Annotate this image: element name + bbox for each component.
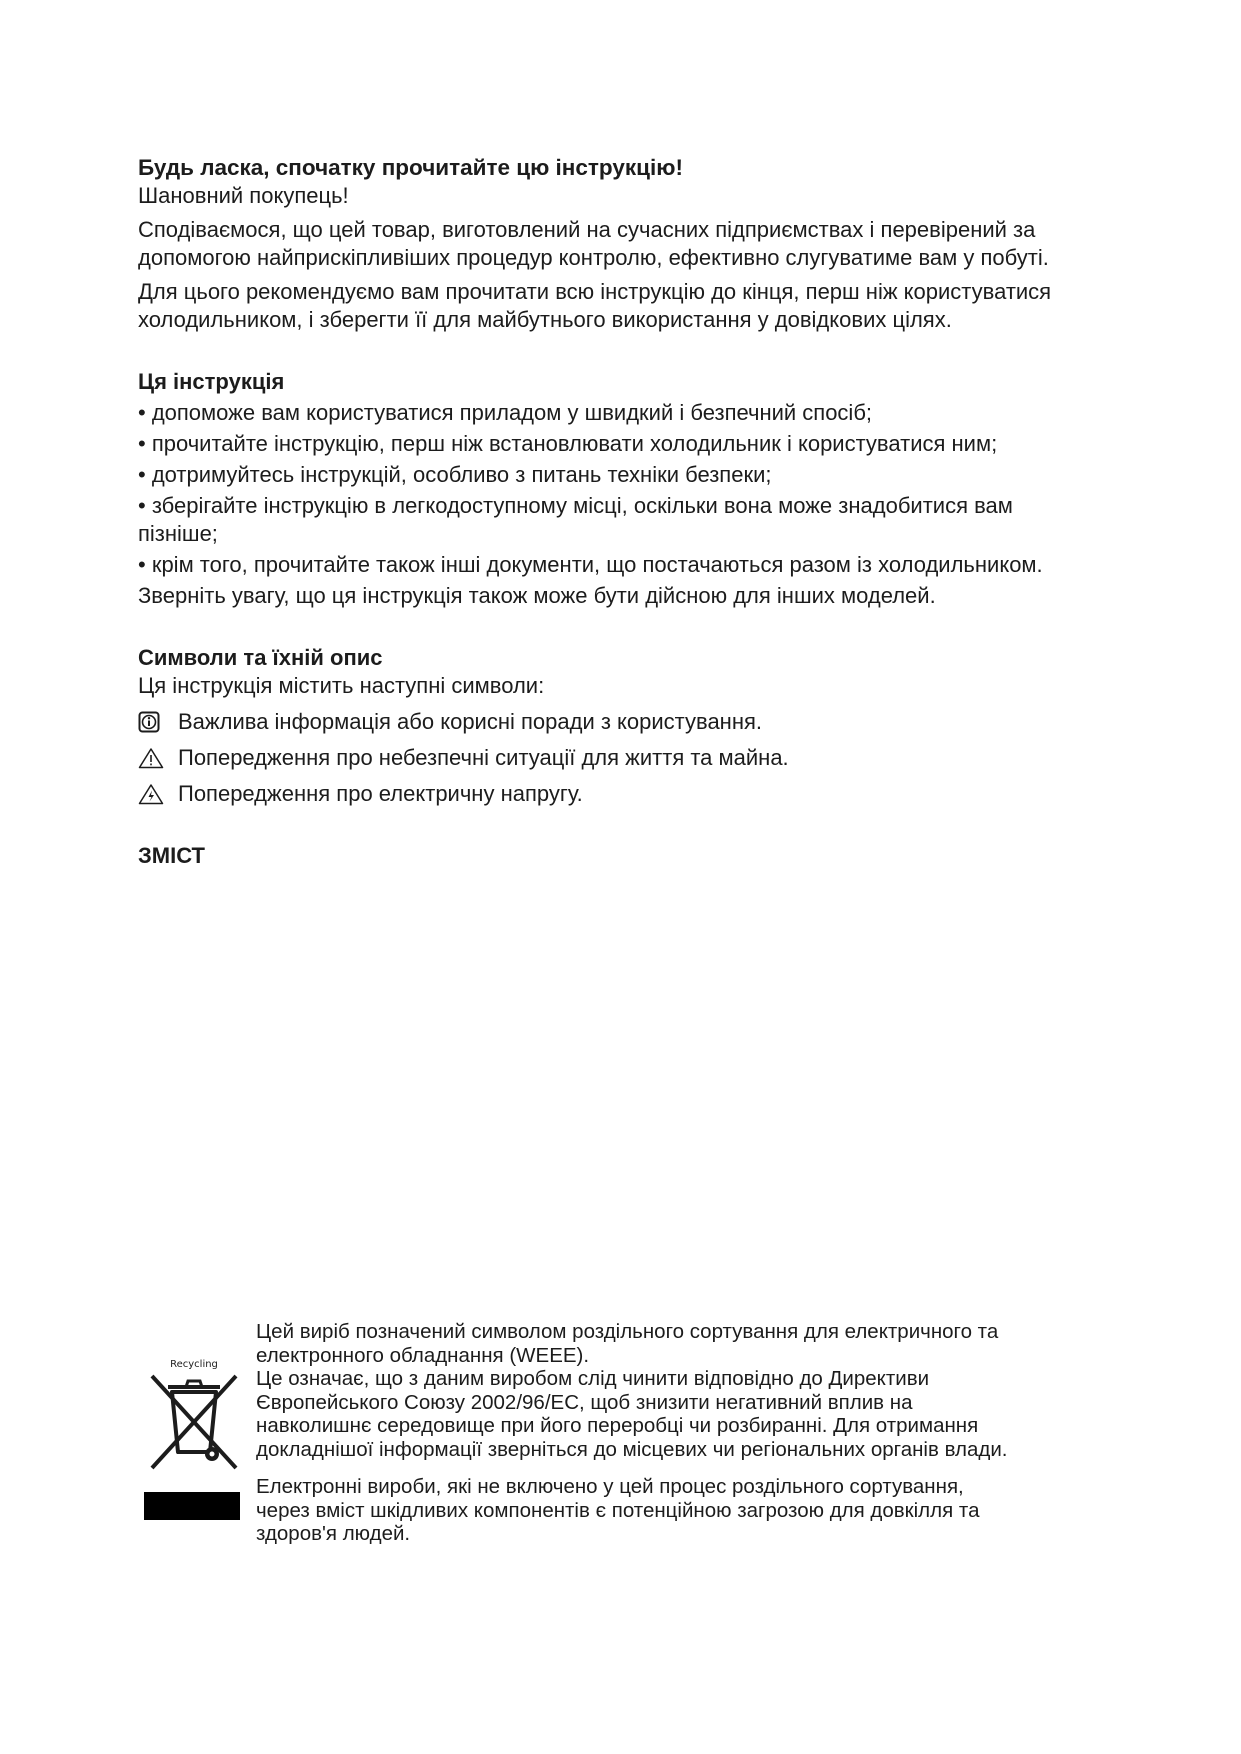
symbols-intro: Ця інструкція містить наступні символи: <box>138 673 545 698</box>
weee-black-bar <box>144 1492 240 1520</box>
instruction-item: • крім того, прочитайте також інші документи, що постачаються разом із холодильником. <box>138 552 1043 577</box>
recycling-bin-icon <box>144 1356 244 1481</box>
symbol-warning-text: Попередження про небезпечні ситуації для життя та майна. <box>178 745 789 770</box>
symbol-info-text: Важлива інформація або корисні поради з користування. <box>178 709 762 734</box>
weee-paragraph-2: Це означає, що з даним виробом слід чинити відповідно до Директиви Європейського Союзу 2002/96/ЕС, щоб знизити негативний вплив на навколишнє середовище при його переробці чи розбиранні. Для отримання докладнішої інформації зверніться до місцевих чи регіональних органів влади. <box>256 1367 1008 1461</box>
toc-heading: ЗМІСТ <box>138 843 205 868</box>
symbol-electric-text: Попередження про електричну напругу. <box>178 781 583 806</box>
weee-paragraph-3: Електронні вироби, які не включено у цей процес роздільного сортування, через вміст шкідливих компонентів є потенційною загрозою для довкілля та здоров'я людей. <box>256 1475 980 1545</box>
symbol-row-warning <box>138 744 1098 772</box>
intro-paragraph-2: Для цього рекомендуємо вам прочитати всю інструкцію до кінця, перш ніж користуватися холодильником, і зберегти її для майбутнього використання у довідкових цілях. <box>138 279 1052 332</box>
intro-paragraph-1: Сподіваємося, що цей товар, виготовлений на сучасних підприємствах і перевірений за допомогою найприскіпливіших процедур контролю, ефективно слугуватиме вам у побуті. <box>138 217 1049 270</box>
symbols-heading: Символи та їхній опис <box>138 645 383 670</box>
manual-page-content <box>138 154 1098 870</box>
instruction-heading: Ця інструкція <box>138 369 285 394</box>
weee-text <box>256 1320 1016 1546</box>
symbol-row-info <box>138 708 1098 736</box>
instruction-item: • прочитайте інструкцію, перш ніж встановлювати холодильник і користуватися ним; <box>138 431 998 456</box>
recycling-label: Recycling <box>170 1359 218 1370</box>
symbol-row-electric <box>138 780 1098 808</box>
info-icon <box>138 711 166 733</box>
instruction-item: • допоможе вам користуватися приладом у швидкий і безпечний спосіб; <box>138 400 873 425</box>
weee-paragraph-1: Цей виріб позначений символом роздільного сортування для електричного та електронного обладнання (WEEE). <box>256 1320 999 1367</box>
instruction-list <box>138 399 1098 579</box>
electric-warning-icon <box>138 783 166 805</box>
warning-icon <box>138 747 166 769</box>
intro-greeting: Шановний покупець! <box>138 183 349 208</box>
instruction-note: Зверніть увагу, що ця інструкція також може бути дійсною для інших моделей. <box>138 583 936 608</box>
intro-title: Будь ласка, спочатку прочитайте цю інструкцію! <box>138 155 683 180</box>
instruction-item: • дотримуйтесь інструкцій, особливо з питань техніки безпеки; <box>138 462 772 487</box>
instruction-item: • зберігайте інструкцію в легкодоступному місці, оскільки вона може знадобитися вам пізніше; <box>138 493 1013 546</box>
